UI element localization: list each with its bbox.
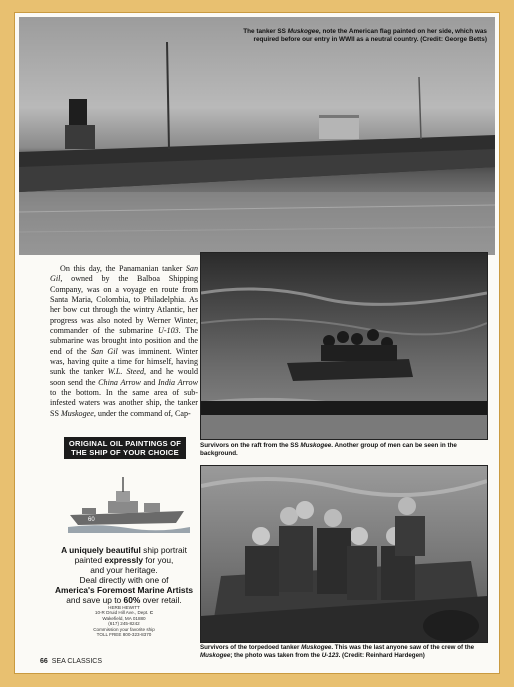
raft-photo-image	[201, 253, 487, 439]
page-footer	[40, 658, 102, 665]
warship-painting	[68, 473, 190, 533]
hull-number: 60	[88, 517, 95, 523]
magazine-page	[14, 12, 500, 674]
magazine-name: SEA CLASSICS	[51, 658, 102, 665]
oil-painting-ad	[48, 437, 200, 649]
raft-photo-caption: Survivors on the raft from the SS Muskogee. Another group of men can be seen in the background.	[200, 442, 457, 457]
ad-heading: ORIGINAL OIL PAINTINGS OF THE SHIP OF YOUR CHOICE	[64, 437, 186, 459]
survivors-photo-image	[201, 466, 487, 642]
survivors-photo	[200, 465, 488, 643]
article-body: On this day, the Panamanian tanker San Gil, owned by the Balboa Shipping Company, was on a voyage en route from Santa Maria, Colombia, to Philadelphia. As her bow cut through the wintry Atlantic, her progress was also noted by Werner Winter, commander of the submarine U-103. The submarine was brought into position and the end of the San Gil was imminent. Winter was, having quite a time for himself, having sunk the tanker W.L. Steed, and he would soon send the China Arrow and India Arrow to the bottom. In the same area of sub-infested waters was another ship, the tanker SS Muskogee, under the command of, Cap-	[50, 264, 198, 418]
tanker-photo	[19, 17, 495, 255]
page-number: 66	[40, 658, 48, 665]
ad-copy: A uniquely beautiful ship portrait painted expressly for you, and your heritage. Deal directly with one of America's Foremost Marine Artists and save up to 60% over retail. HERB HEWITT 10-R Druid Hill Ave., Dept. C Wakefield, MA 01880 (617) 245-8242 Commission your favorite ship TOLL FREE 800-323-8370	[48, 545, 200, 637]
ad-contact: HERB HEWITT 10-R Druid Hill Ave., Dept. C Wakefield, MA 01880 (617) 245-8242 Commission your favorite ship TOLL FREE 800-323-8370	[93, 605, 155, 638]
tanker-photo-caption: The tanker SS Muskogee, note the American flag painted on her side, which was required before our entry in WWII as a neutral country. (Credit: George Betts)	[243, 28, 487, 43]
tanker-photo-image	[19, 17, 495, 255]
survivors-photo-caption: Survivors of the torpedoed tanker Muskogee. This was the last anyone saw of the crew of the Muskogee; the photo was taken from the U-123. (Credit: Reinhard Hardegen)	[200, 644, 475, 659]
raft-photo	[200, 252, 488, 440]
